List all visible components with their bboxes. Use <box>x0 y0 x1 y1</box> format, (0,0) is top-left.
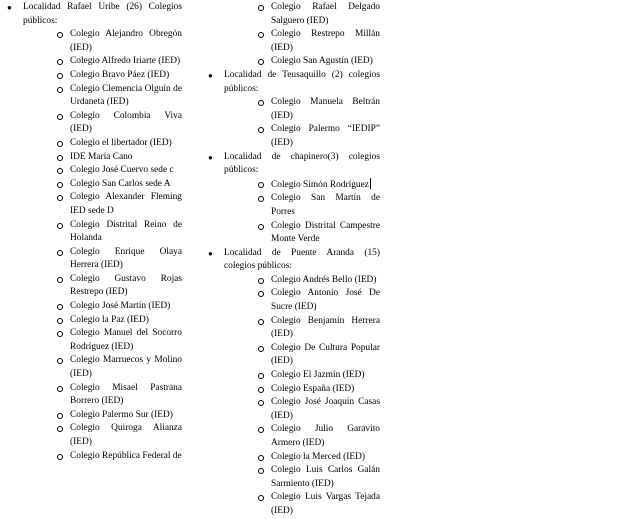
list-item <box>23 273 182 300</box>
circle-bullet-icon <box>258 400 264 406</box>
list-item <box>23 314 182 328</box>
list-item <box>224 342 380 369</box>
list-item <box>23 354 182 381</box>
circle-bullet-icon <box>258 196 264 202</box>
school-name: Colegio Manuel del Socorro Rodríguez (IED) <box>70 328 182 352</box>
list-item <box>23 110 182 137</box>
locality-puente-aranda <box>207 247 380 519</box>
school-name: Colegio Julio Garavito Armero (IED) <box>271 424 380 448</box>
school-name: Colegio Enrique Olaya Herrera (IED) <box>70 246 182 271</box>
circle-bullet-icon <box>57 250 63 256</box>
locality-teusaquillo <box>207 69 380 151</box>
bullet-icon: ● <box>208 152 213 162</box>
school-name: Colegio el libertador (IED) <box>70 137 172 148</box>
school-name: Colegio Marruecos y Molino (IED) <box>70 355 182 380</box>
locality-chapinero <box>207 151 380 247</box>
school-name: Colegio De Cultura Popular (IED) <box>271 342 380 367</box>
list-item <box>23 191 182 218</box>
circle-bullet-icon <box>57 141 63 147</box>
school-name: Colegio San Agustín (IED) <box>271 56 373 67</box>
locality-label: Localidad de Teusaquillo (2) colegios públicos: <box>224 69 380 94</box>
list-item <box>23 69 182 83</box>
circle-bullet-icon <box>258 5 264 11</box>
school-name: IDE María Cano <box>70 151 133 162</box>
list-item <box>23 246 182 273</box>
list-item <box>224 220 380 247</box>
circle-bullet-icon <box>258 373 264 379</box>
circle-bullet-icon <box>258 127 264 133</box>
school-name: Colegio Quiroga Alianza (IED) <box>70 423 182 447</box>
circle-bullet-icon <box>57 155 63 161</box>
bullet-icon: ● <box>7 3 12 12</box>
list-item <box>23 83 182 110</box>
school-name: Colegio Colombia Viva (IED) <box>70 110 182 135</box>
circle-bullet-icon <box>57 331 63 337</box>
school-name: Colegio Manuela Beltrán (IED) <box>271 97 380 121</box>
locality-label: Localidad de Puente Aranda (15) colegios públicos: <box>224 247 380 272</box>
circle-bullet-icon <box>258 278 264 284</box>
list-item <box>224 96 380 123</box>
school-name: Colegio Gustavo Rojas Restrepo (IED) <box>70 273 182 298</box>
circle-bullet-icon <box>57 195 63 201</box>
school-name: Colegio Restrepo Millán (IED) <box>271 29 380 53</box>
circle-bullet-icon <box>258 319 264 325</box>
list-item <box>224 55 380 69</box>
list-item <box>224 287 380 314</box>
list-item <box>224 464 380 491</box>
school-name: Colegio Simón Rodríguez <box>271 179 369 190</box>
school-name: Colegio España (IED) <box>271 383 355 394</box>
school-name: Colegio San Martín de Porres <box>271 193 380 217</box>
list-item <box>23 178 182 192</box>
circle-bullet-icon <box>57 277 63 283</box>
list-item <box>23 382 182 409</box>
school-name: Colegio Misael Pastrana Borrero (IED) <box>70 382 182 407</box>
locality-label: Localidad Rafael Uribe (26) Colegios públicos: <box>23 2 182 26</box>
circle-bullet-icon <box>258 291 264 297</box>
circle-bullet-icon <box>57 32 63 38</box>
circle-bullet-icon <box>258 455 264 461</box>
list-item <box>23 300 182 314</box>
circle-bullet-icon <box>57 182 63 188</box>
list-item <box>224 315 380 342</box>
school-name: Colegio Andrés Bello (IED) <box>271 274 377 285</box>
circle-bullet-icon <box>258 182 264 188</box>
left-column <box>6 1 182 463</box>
school-name: Colegio El Jazmín (IED) <box>271 370 365 381</box>
school-name: Colegio Bravo Páez (IED) <box>70 69 170 80</box>
bullet-icon: ● <box>208 70 213 80</box>
school-list <box>224 96 380 150</box>
circle-bullet-icon <box>258 346 264 352</box>
locality-label: Localidad de chapinero(3) colegios públicos: <box>224 151 380 176</box>
school-list <box>23 28 182 463</box>
school-name: Colegio José Joaquín Casas (IED) <box>271 397 380 421</box>
list-item <box>23 219 182 246</box>
circle-bullet-icon <box>258 387 264 393</box>
list-item <box>224 192 380 219</box>
circle-bullet-icon <box>258 495 264 501</box>
list-item <box>224 396 380 423</box>
school-name: Colegio Alejandro Obregón (IED) <box>70 29 182 53</box>
school-name: Colegio República Federal de <box>70 450 182 461</box>
circle-bullet-icon <box>57 59 63 65</box>
list-item <box>23 422 182 449</box>
bullet-icon: ● <box>208 248 213 258</box>
list-item <box>224 1 380 28</box>
circle-bullet-icon <box>258 468 264 474</box>
circle-bullet-icon <box>57 413 63 419</box>
list-item <box>224 383 380 397</box>
school-name: Colegio Palermo Sur (IED) <box>70 409 173 420</box>
circle-bullet-icon <box>57 223 63 229</box>
school-name: Colegio San Carlos sede A <box>70 178 171 189</box>
circle-bullet-icon <box>57 73 63 79</box>
list-item <box>224 274 380 288</box>
school-name: Colegio la Merced (IED) <box>271 451 365 462</box>
list-item <box>224 491 380 518</box>
school-name: Colegio Distrital Campestre Monte Verde <box>271 220 380 245</box>
school-name: Colegio la Paz (IED) <box>70 314 149 325</box>
school-name: Colegio José Martín (IED) <box>70 301 171 312</box>
list-item <box>23 450 182 464</box>
school-name: Colegio Clemencia Olguín de Urdaneta (IED) <box>70 83 182 108</box>
circle-bullet-icon <box>258 59 264 65</box>
school-name: Colegio Alexander Fleming IED sede D <box>70 192 182 216</box>
circle-bullet-icon <box>57 318 63 324</box>
list-item <box>224 423 380 450</box>
school-name: Colegio Benjamín Herrera (IED) <box>271 315 380 340</box>
right-column <box>207 1 380 519</box>
school-name: Colegio Antonio José De Sucre (IED) <box>271 288 380 313</box>
circle-bullet-icon <box>57 358 63 364</box>
list-item <box>23 151 182 165</box>
circle-bullet-icon <box>57 87 63 93</box>
list-item <box>224 123 380 150</box>
school-name: Colegio Distrital Reino de Holanda <box>70 219 182 244</box>
circle-bullet-icon <box>57 114 63 120</box>
school-name: Colegio Luis Vargas Tejada (IED) <box>271 492 380 516</box>
list-item <box>224 28 380 55</box>
list-item <box>23 28 182 55</box>
list-item <box>224 369 380 383</box>
school-name: Colegio Rafael Delgado Salguero (IED) <box>271 2 380 26</box>
school-list <box>224 178 380 247</box>
circle-bullet-icon <box>258 427 264 433</box>
circle-bullet-icon <box>258 224 264 230</box>
school-list <box>224 274 380 519</box>
text-cursor <box>370 178 371 189</box>
school-name: Colegio Luis Carlos Galán Sarmiento (IED) <box>271 465 380 489</box>
circle-bullet-icon <box>57 386 63 392</box>
list-item <box>23 409 182 423</box>
circle-bullet-icon <box>57 168 63 174</box>
list-item <box>23 327 182 354</box>
circle-bullet-icon <box>57 304 63 310</box>
school-name: Colegio Palermo “IEDIP” (IED) <box>271 124 380 148</box>
locality-rafael-uribe <box>6 1 182 463</box>
list-item <box>23 137 182 151</box>
school-name: Colegio Alfredo Iriarte (IED) <box>70 56 181 67</box>
list-item <box>224 178 380 193</box>
circle-bullet-icon <box>258 32 264 38</box>
circle-bullet-icon <box>57 426 63 432</box>
circle-bullet-icon <box>57 454 63 460</box>
continued-school-list <box>207 1 380 69</box>
list-item <box>23 164 182 178</box>
list-item <box>23 55 182 69</box>
circle-bullet-icon <box>258 100 264 106</box>
school-name: Colegio José Cuervo sede c <box>70 165 174 176</box>
list-item <box>224 451 380 465</box>
